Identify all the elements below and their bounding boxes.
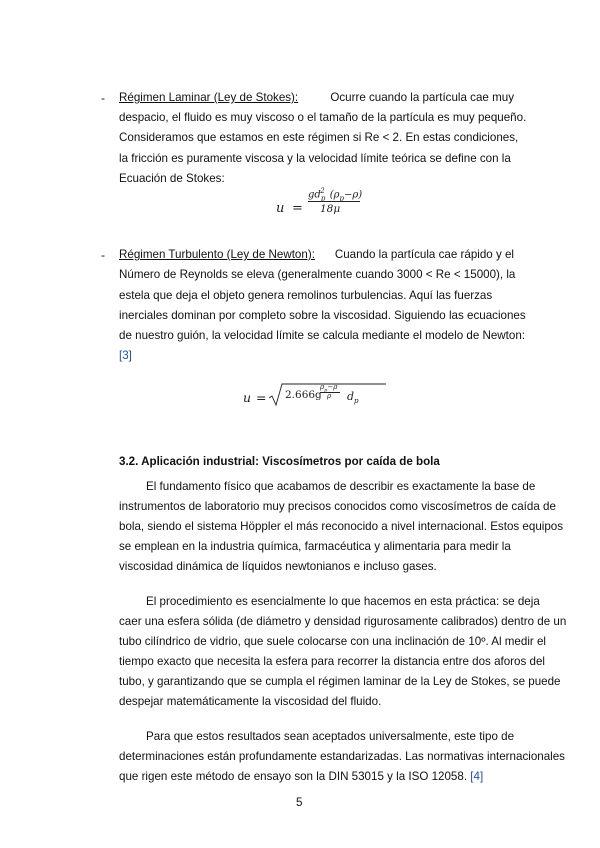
p3-line-1: Para que estos resultados sean aceptados universalmente, este tipo de xyxy=(146,730,515,743)
p1-line-3: bola, siendo el sistema Höppler el más reconocido a nivel internacional. Estos equipos xyxy=(119,520,564,533)
p3-line-3-text: que rigen este método de ensayo son la DIN 53015 y la ISO 12058. xyxy=(119,770,468,783)
stokes-num-rho: (ρ xyxy=(329,189,340,201)
laminar-line-2: despacio, el fluido es muy viscoso o el tamaño de la partícula es muy pequeño. xyxy=(119,111,527,124)
laminar-text-1: Ocurre cuando la partícula cae muy xyxy=(330,91,514,104)
turbulento-line-5: de nuestro guión, la velocidad límite se calcula mediante el modelo de Newton: xyxy=(119,329,526,342)
laminar-line-5: Ecuación de Stokes: xyxy=(119,172,225,185)
p2-line-5: tubo, y garantizando que se cumpla el régimen laminar de la Ley de Stokes, se puede xyxy=(119,675,561,688)
stokes-num-gd: gd xyxy=(308,189,321,201)
newton-eq-frac-den: ρ xyxy=(327,392,332,400)
laminar-line-4: la fricción es puramente viscosa y la velocidad límite teórica se define con la xyxy=(119,152,511,165)
newton-frac-rho-p: ρ xyxy=(320,383,325,391)
stokes-eq-denominator: 18μ xyxy=(320,203,341,215)
turbulento-line-4: inerciales dominan por completo sobre la viscosidad. Siguiendo las ecuaciones xyxy=(119,309,526,322)
p2-line-1: El procedimiento es esencialmente lo que hacemos en esta práctica: se deja xyxy=(146,595,540,608)
stokes-eq-lhs: u xyxy=(276,201,285,216)
newton-tail-sub: p xyxy=(354,397,359,406)
newton-eq-lhs: u xyxy=(243,390,252,405)
page-number: 5 xyxy=(296,796,303,809)
turbulento-text-1: Cuando la partícula cae rápido y el xyxy=(334,248,514,261)
stokes-fraction-bar xyxy=(308,201,360,202)
turbulento-line-1 xyxy=(119,248,514,262)
bullet-marker: - xyxy=(101,91,105,105)
newton-frac-minus-rho: −ρ xyxy=(327,383,338,391)
stokes-num-rho-sub: p xyxy=(339,194,345,203)
laminar-title: Régimen Laminar (Ley de Stokes): xyxy=(119,91,299,104)
bullet-marker: - xyxy=(101,248,105,262)
reference-link-3[interactable]: [3] xyxy=(119,349,132,362)
newton-tail-d: d xyxy=(347,390,355,403)
newton-frac-sub: p xyxy=(324,387,328,394)
p2-line-2: caer una esfera sólida (de diámetro y densidad rigurosamente calibrados) dentro de un xyxy=(119,615,567,628)
p3-line-3 xyxy=(119,770,483,784)
reference-link-4[interactable]: [4] xyxy=(470,770,484,783)
p2-line-4: tiempo exacto que necesita la esfera para recorrer la distancia entre dos aforos del xyxy=(119,655,545,668)
p1-line-2: instrumentos de laboratorio muy precisos conocidos como viscosímetros de caída de xyxy=(119,500,556,513)
newton-eq-tail xyxy=(347,390,359,405)
p1-line-1: El fundamento físico que acabamos de describir es exactamente la base de xyxy=(146,480,536,493)
section-heading: 3.2. Aplicación industrial: Viscosímetros por caída de bola xyxy=(119,455,440,468)
stokes-num-tail: −ρ) xyxy=(344,189,363,201)
turbulento-line-2: Número de Reynolds se eleva (generalmente cuando 3000 < Re < 15000), la xyxy=(119,268,516,281)
newton-eq-equals: = xyxy=(256,390,267,405)
p3-line-2: determinaciones están profundamente estandarizadas. Las normativas internacionales xyxy=(119,750,565,763)
p2-line-3: tubo cilíndrico de vidrio, que suele colocarse con una inclinación de 10º. Al medir el xyxy=(119,635,547,648)
newton-eq-radicand: 2.666g xyxy=(285,389,322,401)
turbulento-title: Régimen Turbulento (Ley de Newton): xyxy=(119,248,315,261)
turbulento-line-3: estela que deja el objeto genera remolinos turbulencias. Aquí las fuerzas xyxy=(119,289,493,302)
p2-line-6: despejar matemáticamente la viscosidad del fluido. xyxy=(119,695,382,708)
newton-equation xyxy=(243,380,403,410)
stokes-eq-equals: = xyxy=(292,201,303,216)
p1-line-5: viscosidad dinámica de líquidos newtonianos e incluso gases. xyxy=(119,560,437,573)
laminar-line-3: Consideramos que estamos en este régimen si Re < 2. En estas condiciones, xyxy=(119,131,519,144)
stokes-num-sub: p xyxy=(320,194,326,203)
p1-line-4: se emplean en la industria química, farmacéutica y alimentaria para medir la xyxy=(119,540,511,553)
stokes-num-sup: 2 xyxy=(320,187,325,195)
laminar-line-1 xyxy=(119,91,514,105)
